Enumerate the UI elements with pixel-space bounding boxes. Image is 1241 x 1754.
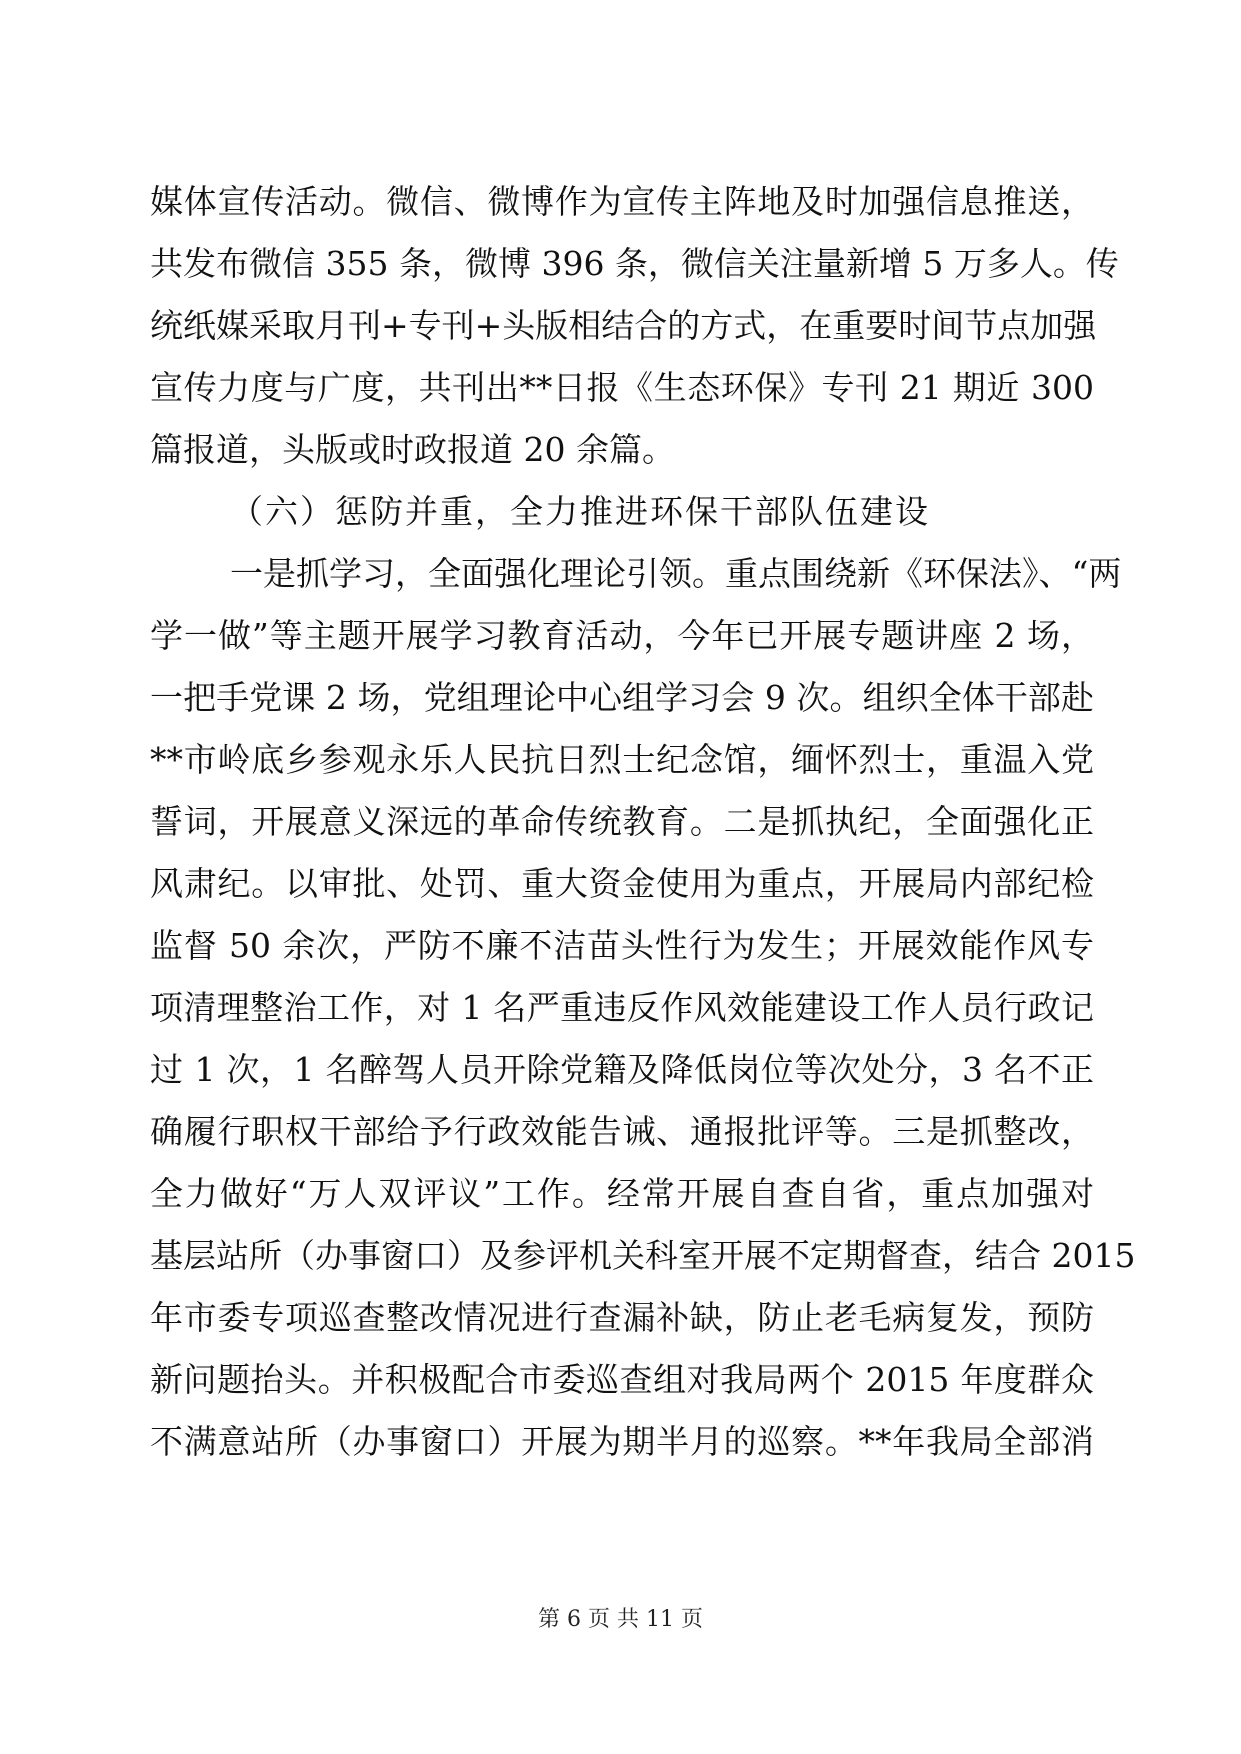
body-text-line: 媒体宣传活动。微信、微博作为宣传主阵地及时加强信息推送， [150, 182, 1094, 221]
paragraph-line: 不满意站所（办事窗口）开展为期半月的巡察。**年我局全部消 [150, 1422, 1094, 1461]
paragraph-line: 监督 50 余次，严防不廉不洁苗头性行为发生；开展效能作风专 [150, 926, 1094, 965]
body-text-line: 统纸媒采取月刊+专刊+头版相结合的方式，在重要时间节点加强 [150, 306, 1097, 345]
paragraph-line: 学一做”等主题开展学习教育活动，今年已开展专题讲座 2 场， [150, 616, 1094, 655]
paragraph-line: 基层站所（办事窗口）及参评机关科室开展不定期督查，结合 2015 [150, 1236, 1136, 1275]
body-text-line: 宣传力度与广度，共刊出**日报《生态环保》专刊 21 期近 300 [150, 368, 1094, 407]
paragraph-line: 过 1 次，1 名醉驾人员开除党籍及降低岗位等次处分，3 名不正 [150, 1050, 1094, 1089]
paragraph-line: 年市委专项巡查整改情况进行查漏补缺，防止老毛病复发，预防 [150, 1298, 1094, 1337]
body-text-line: 篇报道，头版或时政报道 20 余篇。 [150, 430, 675, 469]
paragraph-line: 一是抓学习，全面强化理论引领。重点围绕新《环保法》、“两 [230, 554, 1122, 593]
body-text-line: 共发布微信 355 条，微博 396 条，微信关注量新增 5 万多人。传 [150, 244, 1119, 283]
paragraph-line: 一把手党课 2 场，党组理论中心组学习会 9 次。组织全体干部赴 [150, 678, 1094, 717]
paragraph-line: 确履行职权干部给予行政效能告诫、通报批评等。三是抓整改， [150, 1112, 1094, 1151]
paragraph-line: 全力做好“万人双评议”工作。经常开展自查自省，重点加强对 [150, 1174, 1094, 1213]
page-number-footer: 第 6 页 共 11 页 [538, 1607, 703, 1632]
section-heading: （六）惩防并重，全力推进环保干部队伍建设 [230, 492, 930, 531]
paragraph-line: **市岭底乡参观永乐人民抗日烈士纪念馆，缅怀烈士，重温入党 [150, 740, 1094, 779]
paragraph-line: 项清理整治工作，对 1 名严重违反作风效能建设工作人员行政记 [150, 988, 1094, 1027]
paragraph-line: 新问题抬头。并积极配合市委巡查组对我局两个 2015 年度群众 [150, 1360, 1094, 1399]
paragraph-line: 风肃纪。以审批、处罚、重大资金使用为重点，开展局内部纪检 [150, 864, 1094, 903]
paragraph-line: 誓词，开展意义深远的革命传统教育。二是抓执纪，全面强化正 [150, 802, 1094, 841]
